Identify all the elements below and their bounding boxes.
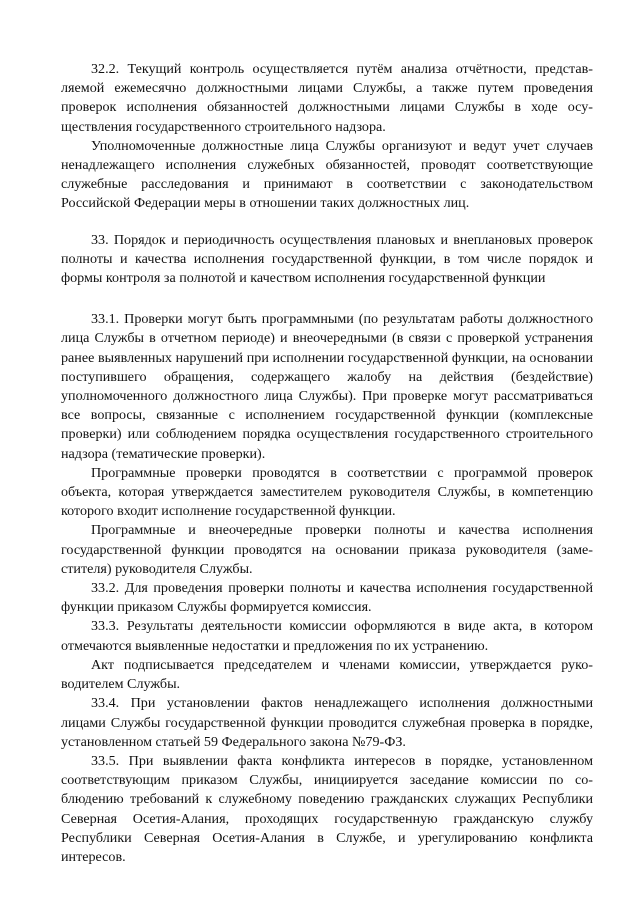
paragraph-33-3: 33.3. Результаты деятельности комиссии оформляются в виде акта, в котором отмечаются выявленные недостатки и предложения по их устранению. <box>61 618 593 654</box>
paragraph-authorized-officials: Уполномоченные должностные лица Службы организуют и ведут учет случаев ненадлежащего исполнения служебных обязанностей, проводят соответствующие служебные расследования и принимают в соответствии с законодательством Российской Федерации меры в отношении таких должностных лиц. <box>61 137 593 212</box>
paragraph-program-inspections: Программные проверки проводятся в соответствии с программой проверок объекта, которая утверждается заместителем руководителя Службы, в компетенцию которого входит исполнение государственной функции. <box>61 464 593 520</box>
paragraph-33-2: 33.2. Для проведения проверки полноты и качества исполнения государственной функции приказом Службы формируется комиссия. <box>61 580 593 616</box>
paragraph-inspections-order: Программные и внеочередные проверки полноты и качества исполнения государственной функции проводятся на основании приказа руководителя (заместителя) руководителя Службы. <box>61 522 593 577</box>
document-page <box>61 60 593 867</box>
paragraph-act-signing: Акт подписывается председателем и членами комиссии, утверждается руководителем Службы. <box>61 656 593 693</box>
paragraph-33-1: 33.1. Проверки могут быть программными (по результатам работы должностного лица Службы в отчетном периоде) и внеочередными (в связи с проверкой устранения ранее выявленных нарушений при исполнении государственной функции, на основании поступившего обращения, содержащего жалобу на действия (бездействие) уполномоченного должностного лица Службы). При проверке могут рассматриваться все вопросы, связанные с исполнением государственной функции (комплексные проверки) или соблюдением порядка осуществления государственного строительного надзора (тематические проверки). <box>61 311 593 462</box>
paragraph-33-5: 33.5. При выявлении факта конфликта интересов в порядке, установленном соответствующим приказом Службы, инициируется заседание комиссии по соблюдению требований к служебному поведению гражданских служащих Республики Северная Осетия-Алания, проходящих государственную гражданскую службу Республики Северная Осетия-Алания в Службе, и урегулированию конфликта интересов. <box>61 752 593 865</box>
section-33-heading: 33. Порядок и периодичность осуществления плановых и внеплановых проверок полноты и качества исполнения государственной функции, в том числе порядок и формы контроля за полнотой и качеством исполнения государственной функции <box>61 231 593 287</box>
paragraph-33-4: 33.4. При установлении фактов ненадлежащего исполнения должностными лицами Службы государственной функции проводится служебная проверка в порядке, установленном статьей 59 Федерального закона №79-ФЗ. <box>61 695 593 750</box>
paragraph-32-2: 32.2. Текущий контроль осуществляется путём анализа отчётности, представляемой ежемесячно должностными лицами Службы, а также путем проведения проверок исполнения обязанностей должностными лицами Службы в ходе осуществления государственного строительного надзора. <box>61 61 593 135</box>
